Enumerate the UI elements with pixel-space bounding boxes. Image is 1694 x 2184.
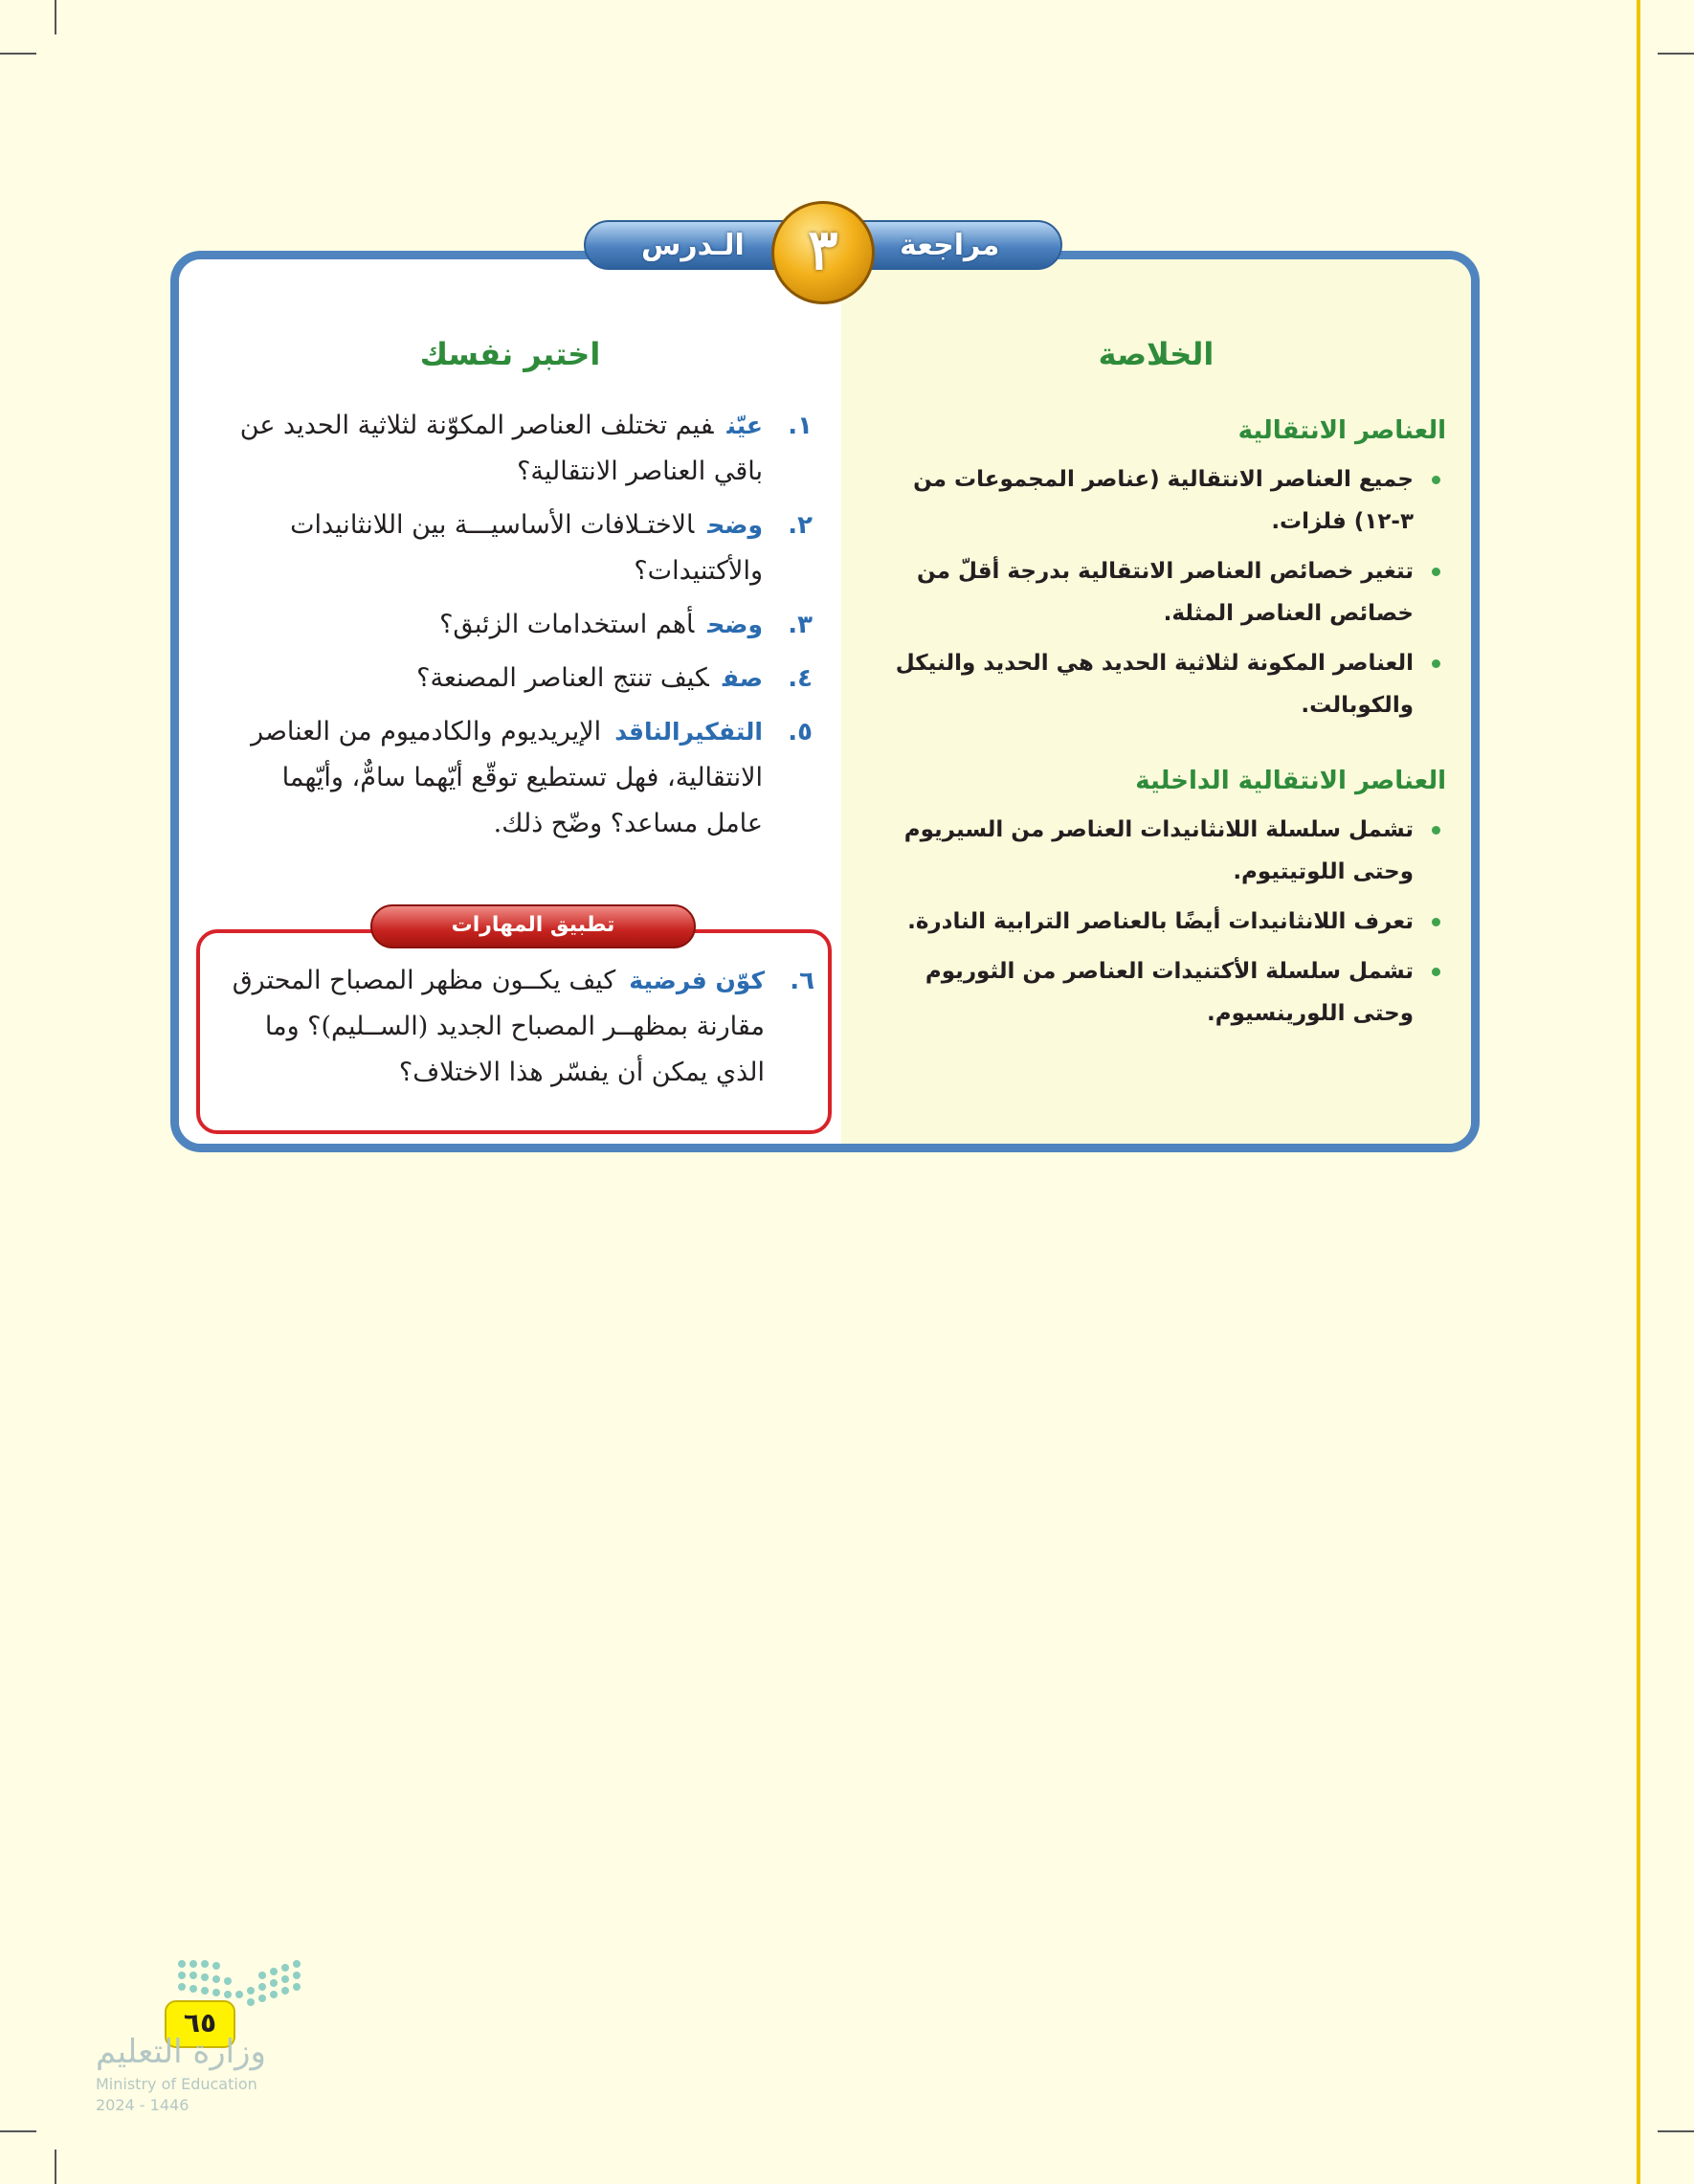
skills-tag: تطبيق المهارات: [370, 904, 696, 948]
bullet-text: تشمل سلسلة الأكتنيدات العناصر من الثوريوم وحتى اللورينسيوم.: [925, 959, 1414, 1026]
question-number: ٢.: [788, 511, 813, 540]
summary-bullets: [872, 809, 1446, 1042]
bullet-dot-icon: [1432, 476, 1440, 484]
bullet-text: العناصر المكونة لثلاثية الحديد هي الحديد والنيكل والكوبالت.: [895, 651, 1414, 718]
question-verb: عيّن: [726, 412, 763, 439]
crop-mark: [1658, 2130, 1694, 2132]
question-text: كيف تنتج العناصر المصنعة؟: [416, 663, 709, 693]
summary-bullet: [872, 458, 1446, 543]
question-verb: وضح: [707, 611, 763, 638]
question-item: [219, 403, 813, 495]
question-text: الاختـلافات الأساسيـــة بين اللانثانيدات والأكتنيدات؟: [290, 510, 763, 586]
bullet-dot-icon: [1432, 826, 1440, 835]
crop-mark: [1658, 53, 1694, 55]
summary-section-heading: العناصر الانتقالية الداخلية: [1135, 767, 1446, 795]
question-verb: وضح: [707, 511, 763, 539]
self-test-questions: [219, 403, 813, 855]
summary-bullets: [872, 458, 1446, 734]
banner-review-label: مراجعة: [900, 229, 1000, 262]
bullet-text: جميع العناصر الانتقالية (عناصر المجموعات من ٣-١٢) فلزات.: [913, 467, 1414, 534]
ministry-year: 2024 - 1446: [96, 2096, 189, 2114]
summary-bullet: [872, 642, 1446, 726]
ministry-name-arabic: وزارة التعليم: [96, 2033, 266, 2071]
bullet-dot-icon: [1432, 968, 1440, 976]
question-text: فيم تختلف العناصر المكوّنة لثلاثية الحديد عن باقي العناصر الانتقالية؟: [239, 411, 763, 486]
self-test-title: اختبر نفسك: [419, 336, 601, 372]
summary-column: [841, 259, 1471, 1144]
question-item: [219, 502, 813, 594]
bullet-dot-icon: [1432, 918, 1440, 926]
question-item: [231, 958, 814, 1096]
question-number: ٣.: [788, 611, 813, 639]
question-text: الإيريديوم والكادميوم من العناصر الانتقالية، فهل تستطيع توقّع أيّهما سامٌّ، وأيّهما عامل مساعد؟ وضّح ذلك.: [251, 717, 763, 838]
question-verb: كوّن فرضية: [629, 967, 765, 994]
question-verb: التفكيرالناقد: [614, 718, 763, 746]
crop-mark: [55, 0, 56, 34]
page-edge-stripe: [1637, 0, 1640, 2184]
summary-bullet: [872, 550, 1446, 635]
bullet-text: تعرف اللانثانيدات أيضًا بالعناصر الترابية النادرة.: [907, 909, 1414, 934]
question-text: كيف يكــون مظهر المصباح المحترق مقارنة بمظهــر المصباح الجديد (الســليم)؟ وما الذي يمكن أن يفسّر هذا الاختلاف؟: [232, 966, 765, 1087]
summary-bullet: [872, 950, 1446, 1035]
summary-section-heading: العناصر الانتقالية: [1237, 416, 1446, 445]
bullet-dot-icon: [1432, 659, 1440, 668]
bullet-text: تشمل سلسلة اللانثانيدات العناصر من السيريوم وحتى اللوتيتيوم.: [903, 817, 1414, 884]
question-item: [219, 709, 813, 847]
page-number: ٦٥: [165, 2000, 235, 2048]
bullet-text: تتغير خصائص العناصر الانتقالية بدرجة أقلّ من خصائص العناصر المثلة.: [917, 559, 1414, 626]
crop-mark: [0, 53, 36, 55]
lesson-review-box: [170, 251, 1480, 1152]
self-test-column: [179, 259, 841, 1144]
question-verb: صف: [722, 664, 763, 692]
lesson-number-badge: ٣: [771, 201, 875, 304]
question-number: ٤.: [788, 664, 813, 693]
ministry-name-english: Ministry of Education: [96, 2075, 257, 2093]
crop-mark: [0, 2130, 36, 2132]
question-item: [219, 656, 813, 702]
bullet-dot-icon: [1432, 568, 1440, 576]
question-number: ٦.: [790, 967, 814, 995]
skills-questions: [231, 958, 814, 1103]
summary-bullet: [872, 809, 1446, 893]
summary-title: الخلاصة: [1098, 336, 1215, 372]
question-item: [219, 602, 813, 648]
question-number: ٥.: [788, 718, 813, 747]
crop-mark: [55, 2150, 56, 2184]
question-text: أهم استخدامات الزئبق؟: [439, 610, 695, 639]
question-number: ١.: [788, 412, 813, 440]
banner-lesson-label: الـدرس: [641, 229, 745, 262]
summary-bullet: [872, 901, 1446, 943]
lesson-review-banner: [584, 199, 1062, 304]
skills-application-box: [196, 913, 832, 1134]
